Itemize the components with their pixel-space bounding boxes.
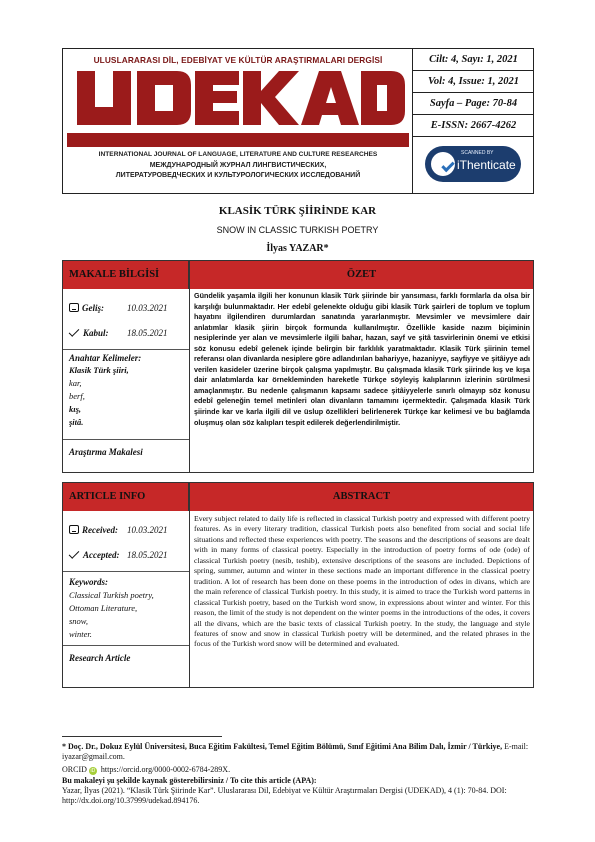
ithenticate-badge — [425, 146, 521, 182]
accepted-row-tr — [69, 328, 168, 338]
ithenticate-scanned-label: SCANNED BY — [461, 150, 494, 156]
ozet-header: ÖZET — [190, 261, 533, 289]
column-divider — [189, 261, 190, 472]
keywords-label-en: Keywords: — [69, 577, 108, 587]
affiliation-text: * Doç. Dr., Dokuz Eylül Üniversitesi, Buca Eğitim Fakültesi, Temel Eğitim Bölümü, Sınıf Eğitimi Ana Bilim Dalı, İzmir / Türkiye, — [62, 742, 503, 751]
author-email: E-mail: iyazar@gmail.com. — [62, 742, 529, 761]
checkmark-icon — [69, 326, 80, 337]
article-info-sidebar — [63, 511, 189, 687]
divider — [63, 349, 189, 350]
makale-bilgisi-sidebar — [63, 289, 189, 472]
received-label-en: Received: — [82, 525, 118, 535]
volume-en: Vol: 4, Issue: 1, 2021 — [413, 71, 534, 93]
cite-label: Bu makaleyi şu şekilde kaynak gösterebilirsiniz / To cite this article (APA): — [62, 776, 317, 785]
received-label-tr: Geliş: — [82, 303, 104, 313]
article-type-tr: Araştırma Makalesi — [69, 447, 143, 457]
orcid-link[interactable]: https://orcid.org/0000-0002-6784-289X. — [100, 765, 231, 774]
keyword-item: kar, — [69, 378, 82, 388]
received-row-tr — [69, 303, 168, 313]
orcid-icon: iD — [90, 768, 96, 774]
calendar-icon — [69, 525, 79, 534]
accepted-date-tr: 18.05.2021 — [127, 328, 168, 338]
makale-bilgisi-box — [62, 260, 534, 473]
received-date-en: 10.03.2021 — [127, 525, 168, 535]
keyword-item: kış, — [69, 404, 82, 414]
accepted-label-en: Accepted: — [83, 550, 120, 560]
page-range: Sayfa – Page: 70-84 — [413, 93, 534, 115]
logo-underline-band — [67, 133, 409, 147]
author-affiliation — [62, 742, 534, 762]
journal-title-ru-line1: МЕЖДУНАРОДНЫЙ ЖУРНАЛ ЛИНГВИСТИЧЕСКИХ, — [149, 162, 327, 169]
ozet-text: Gündelik yaşamla ilgili her konunun klasik Türk şiirinde bir yansıması, farklı formlarla da olsa bir karşılığı bulunmaktadır. Her edebî gelenekte olduğu gibi klasik Türk şairleri de toplum ve toplum hayatını ilgilendiren durumlardan sanatında yararlanmıştır. Mevsimler ve mevsimlere dair anlatımlar klasik şiirin birçok formunda kullanılmıştır. Özellikle kaside nazım biçiminin nesiplerinde yer alan ve mevsimlerle ilgili bahar, hazan, sayf ve şitâ tasvirlerinin önemi ve etkisi söz konusu edebî gelenek içinde belirgin bir farklılık yaratmaktadır. Klasik Türk şiirinin temel referansı olan divanlarda nesiplere göre adlandırılan bahariyye, hazaniyye, sayfiyye ve şitâiyye adı verilen kasideler üzerine birçok çalışma yapılmıştır. Bu çalışmada klasik Türk şiirinde kış ve kışa dair anlatımlarda kar örnekleminden hareketle Türkçe söyleyiş kalıplarının izlerinin sürülmesi amaçlanmıştır. Bu nedenle çalışmanın kapsamı sadece şitâiyyelerle sınırlı olmayıp söz konusu edebî geleneğin temel metinleri olan divanların tamamını içermektedir. Çalışmada klasik Türk şiirinde kar ve karla ilgili dil ve üslup özellikleri belirlenerek Türkçe kar kelimesi ve bu bağlamda oluşmuş olan söz kalıpları tespit edilerek değerlendirilmiştir. — [194, 291, 530, 427]
article-info-box — [62, 482, 534, 688]
calendar-icon — [69, 303, 79, 312]
article-title-en: SNOW IN CLASSIC TURKISH POETRY — [216, 225, 379, 235]
divider — [63, 571, 189, 572]
journal-title-ru-line2: ЛИТЕРАТУРОВЕДЧЕСКИХ И КУЛЬТУРОЛОГИЧЕСКИХ ИССЛЕДОВАНИЙ — [115, 172, 361, 179]
journal-title-en: INTERNATIONAL JOURNAL OF LANGUAGE, LITERATURE AND CULTURE RESEARCHES — [98, 151, 378, 158]
volume-tr: Cilt: 4, Sayı: 1, 2021 — [413, 49, 534, 71]
keyword-item: Klasik Türk şiiri, — [69, 365, 129, 375]
article-author: İlyas YAZAR* — [266, 243, 329, 254]
journal-masthead — [62, 48, 534, 194]
e-issn: E-ISSN: 2667-4262 — [413, 115, 534, 137]
accepted-row-en — [69, 550, 168, 560]
keyword-item: şitâ. — [69, 417, 84, 427]
keyword-item: berf, — [69, 391, 85, 401]
column-divider — [189, 483, 190, 687]
checkmark-icon — [69, 548, 80, 559]
divider — [63, 439, 189, 440]
masthead-logo-panel — [63, 49, 413, 193]
abstract-text: Every subject related to daily life is reflected in classical Turkish poetry and expressed with different poetry features. As in every literary tradition, classical Turkish poets also benefited from social and social life situations and reflected these experiences with poetry. The seasons and the descriptions of seasons are dealt with in many forms of classical poetry. Especially in the introduction of poetry forms of ode (ode) of classical Turkish poetry (nesib, teshib), extensive descriptions of the seasons are included. Depictions of spring, summer, autumn and winter in these sections made an important difference in the classical poetry tradition. A lot of research has been done on these poems in the introduction of odes in divans, which are the main reference of classical Turkish poetry. In this study, it is aimed to trace the Turkish word patterns in classical Turkish poetry, based on the Turkish word snow, in expressions about winter and winter. For this reason, the limit of the study is not dependent on the winter poems in the introductions of the odes, it covers all the divans, which are the basic texts of classical Turkish poetry. In the study, the language and style features of snow and snow in classical Turkish poetry will be determined, and the related phrases in the focus of the Turkish word snow will be determined and evaluated. — [194, 514, 530, 649]
article-type-en: Research Article — [69, 653, 131, 663]
makale-bilgisi-header: MAKALE BİLGİSİ — [63, 261, 189, 289]
orcid-line — [62, 765, 534, 775]
accepted-date-en: 18.05.2021 — [127, 550, 168, 560]
article-info-header: ARTICLE INFO — [63, 483, 189, 511]
orcid-label: ORCID — [62, 765, 87, 774]
received-row-en — [69, 525, 168, 535]
keyword-item: Classical Turkish poetry, — [69, 590, 154, 600]
keyword-item: Ottoman Literature, — [69, 603, 138, 613]
citation-text: Yazar, İlyas (2021). “Klasik Türk Şiirinde Kar”. Uluslararası Dil, Edebiyat ve Kültür Araştırmaları Dergisi (UDEKAD), 4 (1): 70-84. DOI: http://dx.doi.org/10.37999/udekad.894176. — [62, 786, 507, 805]
masthead-meta-panel — [413, 49, 534, 193]
accepted-label-tr: Kabul: — [83, 328, 109, 338]
received-date-tr: 10.03.2021 — [127, 303, 168, 313]
article-title-tr: KLASİK TÜRK ŞİİRİNDE KAR — [218, 205, 377, 217]
keyword-item: winter. — [69, 629, 92, 639]
ithenticate-check-icon — [431, 152, 455, 176]
keyword-item: snow, — [69, 616, 88, 626]
keywords-label-tr: Anahtar Kelimeler: — [69, 353, 142, 363]
abstract-header: ABSTRACT — [190, 483, 533, 511]
udekad-logo — [67, 67, 409, 129]
divider — [63, 645, 189, 646]
footnote-rule — [62, 736, 222, 737]
journal-title-tr: ULUSLARARASI DİL, EDEBİYAT VE KÜLTÜR ARAŞTIRMALARI DERGİSİ — [93, 55, 383, 65]
ithenticate-name: iThenticate — [457, 158, 516, 172]
